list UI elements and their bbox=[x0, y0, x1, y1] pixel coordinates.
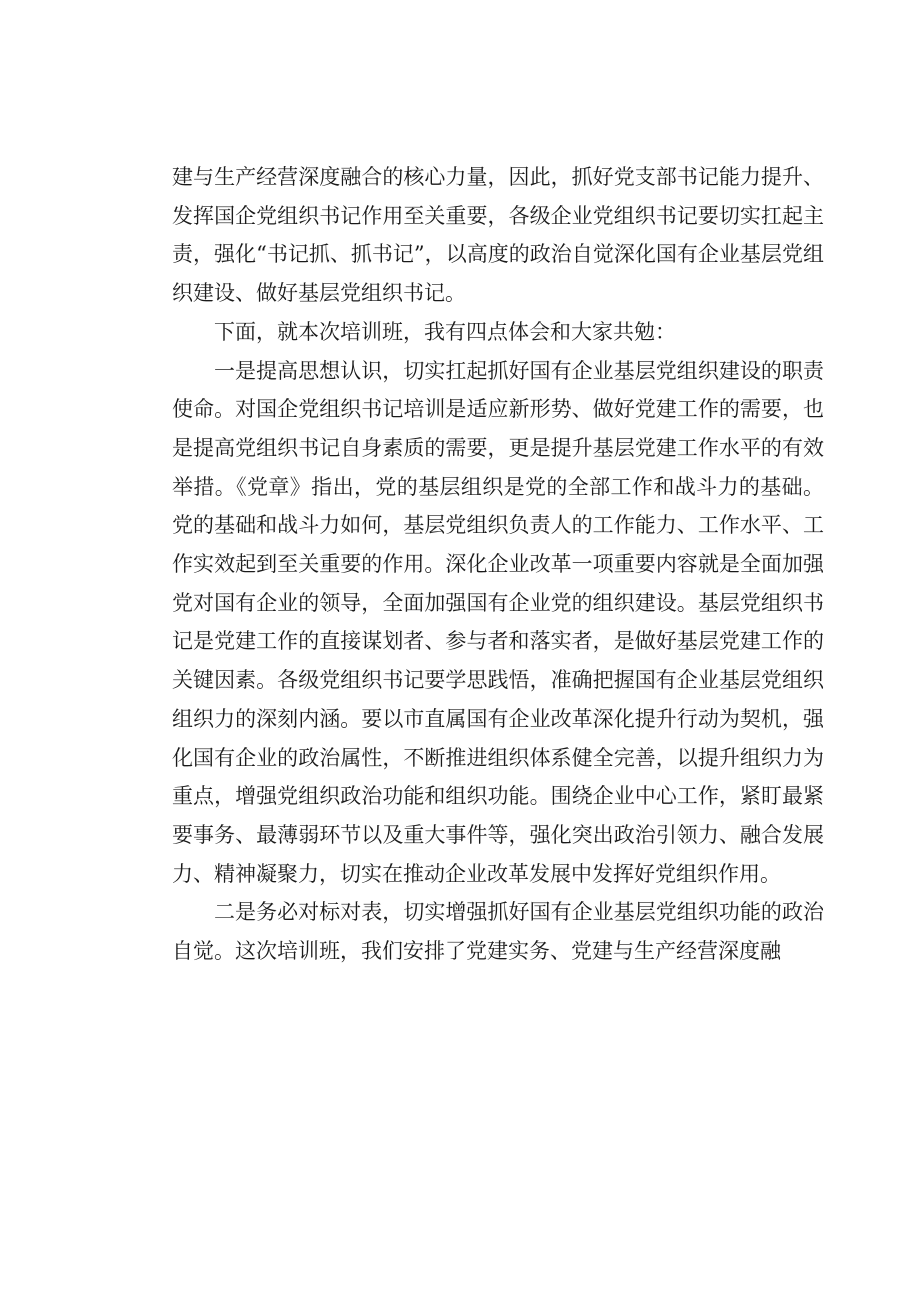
paragraph-point-two: 二是务必对标对表，切实增强抓好国有企业基层党组织功能的政治自觉。这次培训班，我们安排了党建实务、党建与生产经营深度融 bbox=[172, 900, 824, 964]
document-body bbox=[172, 158, 824, 971]
paragraph-intro: 下面，就本次培训班，我有四点体会和大家共勉： bbox=[214, 319, 676, 344]
paragraph-continuation: 建与生产经营深度融合的核心力量，因此，抓好党支部书记能力提升、发挥国企党组织书记作用至关重要，各级企业党组织书记要切实扛起主责，强化“书记抓、抓书记”，以高度的政治自觉深化国有企业基层党组织建设、做好基层党组织书记。 bbox=[172, 165, 824, 306]
paragraph-point-one: 一是提高思想认识，切实扛起抓好国有企业基层党组织建设的职责使命。对国企党组织书记培训是适应新形势、做好党建工作的需要，也是提高党组织书记自身素质的需要，更是提升基层党建工作水平的有效举措。《党章》指出，党的基层组织是党的全部工作和战斗力的基础。党的基础和战斗力如何，基层党组织负责人的工作能力、工作水平、工作实效起到至关重要的作用。深化企业改革一项重要内容就是全面加强党对国有企业的领导，全面加强国有企业党的组织建设。基层党组织书记是党建工作的直接谋划者、参与者和落实者，是做好基层党建工作的关键因素。各级党组织书记要学思践悟，准确把握国有企业基层党组织组织力的深刻内涵。要以市直属国有企业改革深化提升行动为契机，强化国有企业的政治属性，不断推进组织体系健全完善，以提升组织力为重点，增强党组织政治功能和组织功能。围绕企业中心工作，紧盯最紧要事务、最薄弱环节以及重大事件等，强化突出政治引领力、融合发展力、精神凝聚力，切实在推动企业改革发展中发挥好党组织作用。 bbox=[172, 358, 824, 886]
